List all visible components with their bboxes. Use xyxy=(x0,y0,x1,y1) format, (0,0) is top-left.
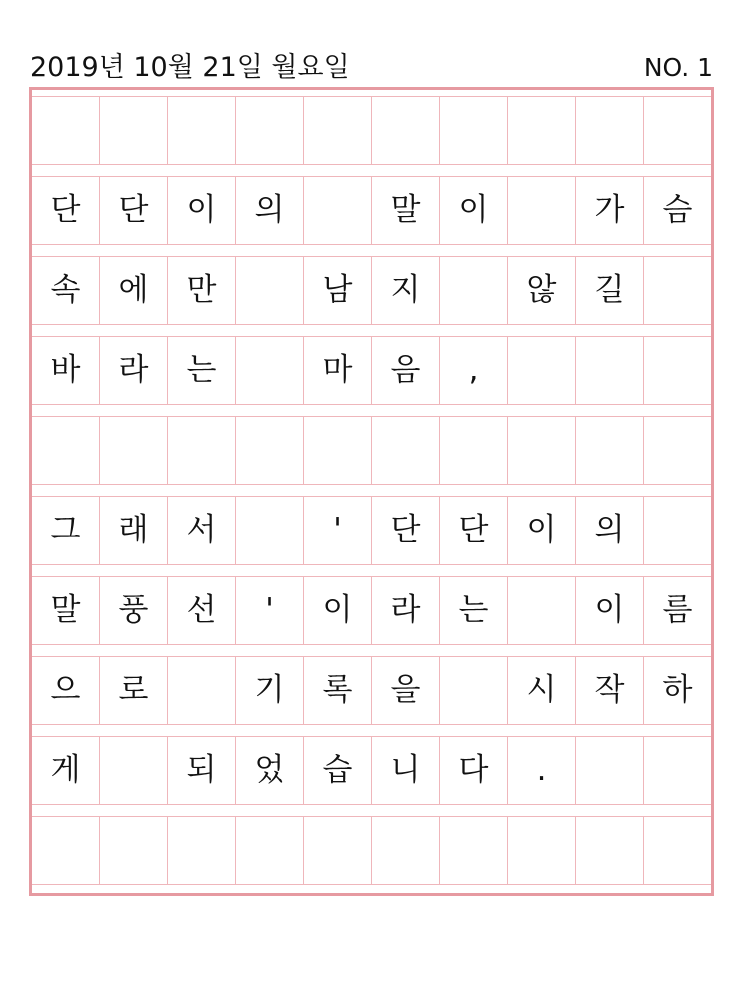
grid-cell: , xyxy=(440,337,508,404)
grid-cell xyxy=(644,337,711,404)
grid-cell xyxy=(440,417,508,484)
grid-cell xyxy=(644,497,711,564)
grid-cell xyxy=(168,97,236,164)
grid-cell xyxy=(440,817,508,884)
grid-cell: 지 xyxy=(372,257,440,324)
grid-cell xyxy=(576,737,644,804)
grid-cell: ' xyxy=(236,577,304,644)
grid-cell: 그 xyxy=(32,497,100,564)
grid-row xyxy=(32,656,711,725)
grid-row xyxy=(32,256,711,325)
grid-cell xyxy=(100,737,168,804)
grid-cell: 다 xyxy=(440,737,508,804)
grid-cell xyxy=(372,97,440,164)
grid-cell xyxy=(32,97,100,164)
grid-cell xyxy=(100,417,168,484)
grid-cell: 선 xyxy=(168,577,236,644)
grid-cell xyxy=(644,417,711,484)
grid-cell xyxy=(100,97,168,164)
grid-cell: 기 xyxy=(236,657,304,724)
grid-cell: 않 xyxy=(508,257,576,324)
grid-cell xyxy=(508,817,576,884)
grid-cell: 말 xyxy=(372,177,440,244)
grid-cell xyxy=(236,97,304,164)
grid-cell: 으 xyxy=(32,657,100,724)
page-number: NO. 1 xyxy=(643,53,713,82)
grid-cell xyxy=(644,257,711,324)
grid-cell xyxy=(304,817,372,884)
grid-cell: 의 xyxy=(576,497,644,564)
grid-cell xyxy=(440,657,508,724)
grid-cell: . xyxy=(508,737,576,804)
grid-cell xyxy=(644,817,711,884)
grid-cell xyxy=(236,817,304,884)
grid-cell: 라 xyxy=(372,577,440,644)
grid-cell xyxy=(236,337,304,404)
grid-cell: 하 xyxy=(662,672,693,708)
grid-cell xyxy=(576,417,644,484)
grid-cell xyxy=(576,817,644,884)
grid-row xyxy=(32,576,711,645)
grid-row xyxy=(32,816,711,885)
grid-cell: 는 xyxy=(168,337,236,404)
grid-cell: 마 xyxy=(304,337,372,404)
grid-cell xyxy=(236,497,304,564)
grid-cell xyxy=(508,577,576,644)
grid-cell: 래 xyxy=(100,497,168,564)
grid-cell: 습 xyxy=(304,737,372,804)
grid-cell: 록 xyxy=(304,657,372,724)
grid-cell xyxy=(304,417,372,484)
grid-cell xyxy=(576,337,644,404)
grid-cell: 을 xyxy=(372,657,440,724)
grid-cell: 풍 xyxy=(100,577,168,644)
grid-cell xyxy=(372,817,440,884)
grid-cell xyxy=(168,657,236,724)
grid-cell: 되 xyxy=(168,737,236,804)
grid-cell: 길 xyxy=(576,257,644,324)
grid-row xyxy=(32,496,711,565)
grid-cell: 라 xyxy=(100,337,168,404)
grid-row xyxy=(32,416,711,485)
grid-cell: 단 xyxy=(372,497,440,564)
grid-cell xyxy=(508,97,576,164)
grid-cell: 이 xyxy=(508,497,576,564)
grid-cell xyxy=(236,257,304,324)
grid-cell: 시 xyxy=(508,657,576,724)
grid-cell: 니 xyxy=(372,737,440,804)
grid-cell: 서 xyxy=(168,497,236,564)
grid-row xyxy=(32,736,711,805)
grid-cell xyxy=(236,417,304,484)
grid-cell: 가 xyxy=(576,177,644,244)
grid-cell xyxy=(168,817,236,884)
grid-row xyxy=(32,176,711,245)
grid-cell xyxy=(304,177,372,244)
grid-cell xyxy=(32,817,100,884)
grid-cell xyxy=(304,97,372,164)
grid-cell: 만 xyxy=(168,257,236,324)
grid-cell: 는 xyxy=(440,577,508,644)
grid-cell: 름 xyxy=(662,592,693,628)
grid-row xyxy=(32,96,711,165)
grid-cell xyxy=(168,417,236,484)
grid-cell: 었 xyxy=(236,737,304,804)
grid-cell xyxy=(440,257,508,324)
grid-cell: 작 xyxy=(576,657,644,724)
grid-cell xyxy=(508,337,576,404)
grid-cell: 남 xyxy=(304,257,372,324)
date-heading: 2019년 10월 21일 월요일 xyxy=(30,52,350,83)
grid-cell xyxy=(32,417,100,484)
grid-cell: 이 xyxy=(576,577,644,644)
grid-cell xyxy=(440,97,508,164)
grid-cell: 단 xyxy=(32,177,100,244)
grid-cell: 이 xyxy=(440,177,508,244)
grid-cell: 게 xyxy=(32,737,100,804)
grid-cell xyxy=(508,177,576,244)
grid-cell: ' xyxy=(304,497,372,564)
grid-cell: 로 xyxy=(100,657,168,724)
grid-cell: 에 xyxy=(100,257,168,324)
grid-cell: 단 xyxy=(100,177,168,244)
grid-cell: 음 xyxy=(372,337,440,404)
grid-cell xyxy=(644,97,711,164)
grid-cell xyxy=(576,97,644,164)
manuscript-grid xyxy=(29,87,714,896)
grid-cell: 속 xyxy=(32,257,100,324)
grid-cell: 이 xyxy=(168,177,236,244)
grid-row xyxy=(32,336,711,405)
grid-cell xyxy=(644,737,711,804)
grid-cell: 바 xyxy=(32,337,100,404)
grid-cell: 의 xyxy=(236,177,304,244)
grid-cell: 이 xyxy=(304,577,372,644)
grid-cell: 말 xyxy=(32,577,100,644)
grid-cell xyxy=(372,417,440,484)
grid-cell: 단 xyxy=(440,497,508,564)
grid-cell: 슴 xyxy=(662,192,693,228)
grid-cell xyxy=(508,417,576,484)
grid-cell xyxy=(100,817,168,884)
